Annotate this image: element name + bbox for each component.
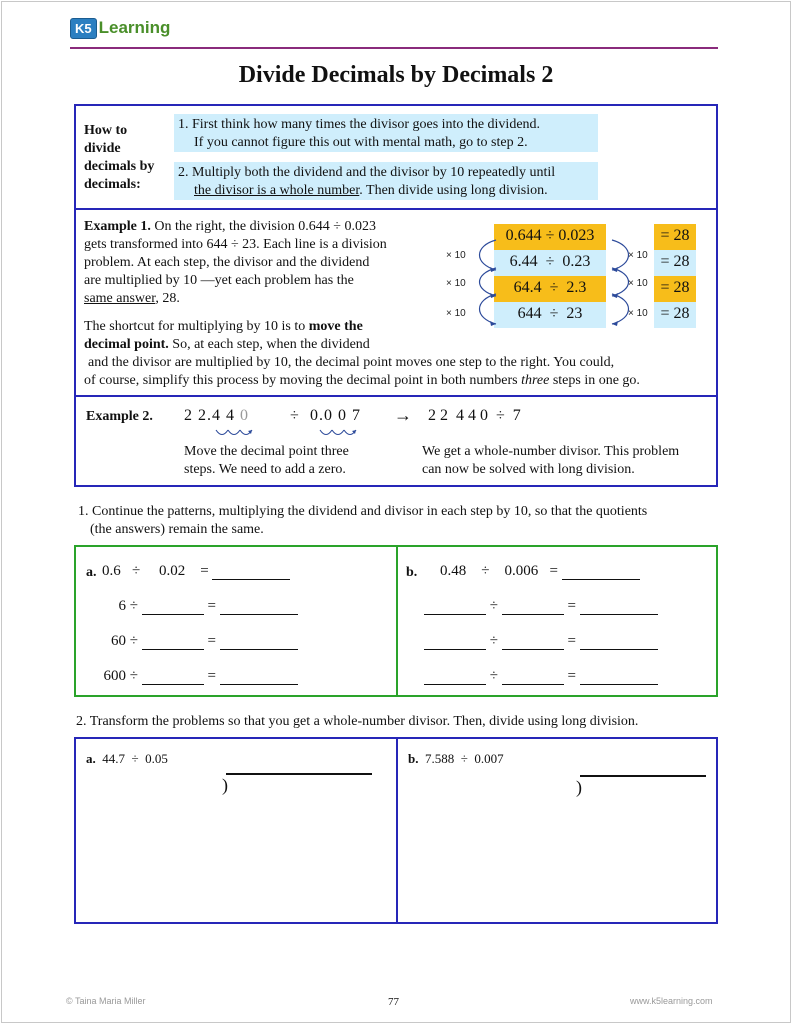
row-3-answer: = 28 — [654, 276, 696, 302]
q2b-problem: b. 7.588 ÷ 0.007 — [408, 751, 504, 766]
times-ten-label: × 10 — [628, 308, 648, 319]
shortcut-bold: decimal point. — [84, 337, 169, 352]
step-1-line: 1. First think how many times the divisor goes into the dividend. — [178, 117, 541, 132]
row-4-answer: = 28 — [654, 302, 696, 328]
example-2-result: 2 2 4 4 0 ÷ 7 — [428, 407, 521, 424]
example-2-arrow: → — [394, 405, 412, 425]
times-ten-label: × 10 — [628, 278, 648, 289]
example-2-label: Example 2. — [86, 409, 153, 424]
answer-blank[interactable] — [424, 670, 486, 685]
added-zero: 0 — [240, 407, 249, 424]
answer-blank[interactable] — [424, 600, 486, 615]
example-2-divisor: 0.0 0 7 — [310, 407, 361, 424]
how-to-step-1 — [174, 114, 598, 152]
q2a-work-area[interactable] — [266, 783, 386, 913]
example-2-note-1: Move the decimal point three steps. We need to add a zero. — [184, 444, 349, 477]
question-1-instructions — [78, 503, 718, 539]
same-answer-underlined: same answer — [84, 291, 156, 306]
times-ten-label: × 10 — [446, 250, 466, 261]
example-1-line: problem. At each step, the divisor and the dividend — [84, 255, 370, 270]
answer-blank[interactable] — [502, 635, 564, 650]
q2b-division-bracket: ) — [576, 777, 582, 797]
question-2-divider — [396, 739, 398, 922]
answer-blank[interactable] — [220, 635, 298, 650]
how-to-label-line: divide — [84, 141, 121, 156]
times-ten-label: × 10 — [446, 278, 466, 289]
how-to-step-2 — [174, 162, 598, 200]
q1a-row-2: 6 ÷ = — [112, 598, 298, 615]
row-2-answer: = 28 — [654, 250, 696, 276]
q1b-row-1: 0.48 ÷ 0.006 = — [440, 563, 640, 580]
decimal-move-arcs — [212, 427, 382, 441]
row-3-division: 64.4 ÷ 2.3 — [494, 276, 606, 302]
k5-logo[interactable] — [70, 14, 170, 42]
example-2-divide-sign: ÷ — [290, 407, 299, 424]
answer-blank[interactable] — [580, 670, 658, 685]
shortcut-text: The shortcut for multiplying by 10 is to — [84, 319, 309, 334]
example-1-label: Example 1. — [84, 219, 151, 234]
q1b-row-3: ÷ = — [424, 633, 658, 650]
answer-blank[interactable] — [424, 635, 486, 650]
answer-blank[interactable] — [212, 565, 290, 580]
how-to-label-line: How to — [84, 123, 128, 138]
step-2-rest: . Then divide using long division. — [359, 183, 548, 198]
step-2-underlined: the divisor is a whole number — [194, 183, 360, 198]
q1a-row-1: 0.6 ÷ 0.02 = — [102, 563, 382, 580]
q1a-label: a. — [86, 565, 97, 580]
q1a-row-3: 60 ÷ = — [104, 633, 298, 650]
times-ten-label: × 10 — [628, 250, 648, 261]
question-2-box — [74, 737, 718, 924]
q1b-row-4: ÷ = — [424, 668, 658, 685]
row-1-answer: = 28 — [654, 224, 696, 250]
answer-blank[interactable] — [142, 600, 204, 615]
example-2-dividend: 2 2.4 4 0 — [184, 407, 249, 424]
answer-blank[interactable] — [502, 670, 564, 685]
q2b-division-bar — [580, 775, 706, 777]
question-1-line: (the answers) remain the same. — [90, 522, 264, 537]
q1b-row-2: ÷ = — [424, 598, 658, 615]
q1a-row-4: 600 ÷ = — [96, 668, 298, 685]
q2b-work-area[interactable] — [596, 785, 706, 913]
step-2-line: 2. Multiply both the dividend and the divisor by 10 repeatedly until — [178, 165, 556, 180]
answer-blank[interactable] — [562, 565, 640, 580]
shortcut-line: of course, simplify this process by moving the decimal point in both numbers — [84, 373, 522, 388]
shortcut-bold: move the — [308, 319, 363, 334]
shortcut-line: and the divisor are multiplied by 10, the decimal point moves one step to the right. You could, — [88, 355, 615, 370]
footer-website[interactable]: www.k5learning.com — [630, 996, 713, 1006]
question-1-line: 1. Continue the patterns, multiplying the dividend and divisor in each step by 10, so that the quotients — [78, 504, 648, 519]
q1b-label: b. — [406, 565, 418, 580]
example-1-shortcut — [84, 318, 714, 390]
how-to-box — [74, 104, 718, 210]
how-to-label-line: decimals: — [84, 177, 141, 192]
q2a-division-bar — [226, 773, 372, 775]
row-1-division: 0.644 ÷ 0.023 — [494, 224, 606, 250]
example-2-box — [74, 395, 718, 487]
shortcut-italic: three — [521, 373, 550, 388]
logo-wordmark: Learning — [98, 18, 171, 37]
q2a-problem: a. 44.7 ÷ 0.05 — [86, 751, 168, 766]
answer-blank[interactable] — [220, 600, 298, 615]
example-1-line: , 28. — [155, 291, 180, 306]
example-1-line: gets transformed into 644 ÷ 23. Each line is a division — [84, 237, 387, 252]
q2a-division-bracket: ) — [222, 775, 228, 795]
how-to-label — [84, 122, 154, 194]
shortcut-line: steps in one go. — [549, 373, 640, 388]
logo-ks-badge: K5 — [70, 18, 97, 39]
step-1-line: If you cannot figure this out with mental math, go to step 2. — [194, 135, 528, 150]
times-ten-arrows — [456, 228, 716, 328]
times-ten-label: × 10 — [446, 308, 466, 319]
example-1-line: On the right, the division 0.644 ÷ 0.023 — [150, 219, 376, 234]
answer-blank[interactable] — [142, 670, 204, 685]
example-1-line: are multiplied by 10 —yet each problem has the — [84, 273, 354, 288]
how-to-label-line: decimals by — [84, 159, 155, 174]
answer-blank[interactable] — [502, 600, 564, 615]
answer-blank[interactable] — [580, 600, 658, 615]
answer-blank[interactable] — [142, 635, 204, 650]
row-4-division: 644 ÷ 23 — [494, 302, 606, 328]
shortcut-text: So, at each step, when the dividend — [168, 337, 370, 352]
question-2-instructions: 2. Transform the problems so that you get a whole-number divisor. Then, divide using long division. — [76, 714, 639, 729]
page-title: Divide Decimals by Decimals 2 — [238, 62, 554, 88]
answer-blank[interactable] — [220, 670, 298, 685]
footer-copyright: © Taina Maria Miller — [66, 996, 146, 1006]
row-2-division: 6.44 ÷ 0.23 — [494, 250, 606, 276]
example-1-text — [84, 218, 424, 308]
example-2-note-2: We get a whole-number divisor. This problem can now be solved with long division. — [422, 444, 680, 477]
example-1-box — [74, 208, 718, 397]
answer-blank[interactable] — [580, 635, 658, 650]
page-number: 77 — [388, 996, 399, 1008]
question-1-box — [74, 545, 718, 697]
header-rule — [70, 47, 718, 49]
question-1-divider — [396, 547, 398, 695]
